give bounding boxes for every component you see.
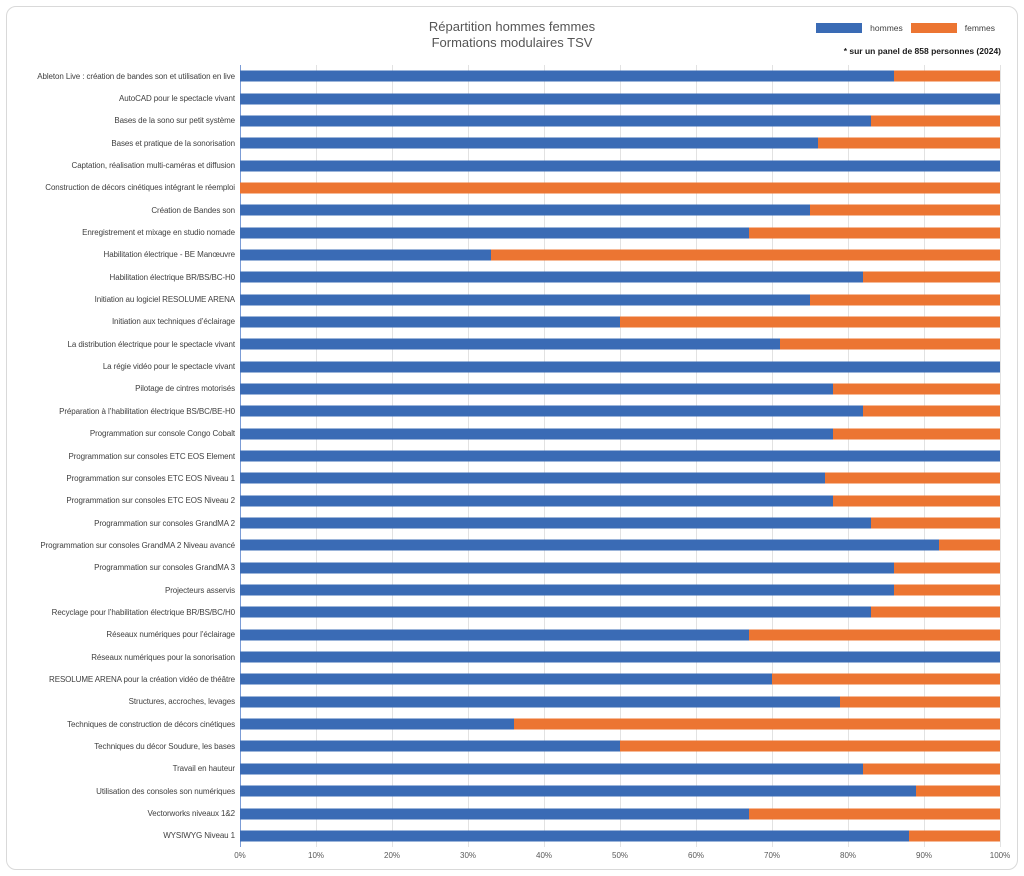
bar-row [240, 646, 1000, 668]
bar-row [240, 557, 1000, 579]
bar-row [240, 534, 1000, 556]
bar-segment-femmes [894, 71, 1000, 82]
stacked-bar [240, 540, 1000, 551]
bar-segment-hommes [240, 383, 833, 394]
bar-row [240, 467, 1000, 489]
bar-segment-femmes [871, 518, 1000, 529]
category-label: Réseaux numériques pour l’éclairage [106, 630, 235, 640]
bar-row [240, 691, 1000, 713]
bar-row [240, 490, 1000, 512]
category-label: Bases de la sono sur petit système [114, 116, 235, 126]
category-label: Programmation sur consoles ETC EOS Niveau 2 [66, 496, 235, 506]
bar-segment-femmes [909, 830, 1000, 841]
bar-segment-femmes [749, 629, 1000, 640]
stacked-bar [240, 808, 1000, 819]
bar-row [240, 355, 1000, 377]
bar-row [240, 132, 1000, 154]
bar-row [240, 288, 1000, 310]
stacked-bar [240, 316, 1000, 327]
bar-segment-femmes [833, 495, 1000, 506]
stacked-bar [240, 272, 1000, 283]
category-label: Programmation sur consoles ETC EOS Niveau 1 [66, 473, 235, 483]
bar-row [240, 177, 1000, 199]
stacked-bar [240, 428, 1000, 439]
bar-row [240, 199, 1000, 221]
x-tick-label: 50% [611, 851, 629, 860]
bar-row [240, 668, 1000, 690]
bar-segment-femmes [772, 674, 1000, 685]
category-label: Programmation sur consoles GrandMA 2 [94, 518, 235, 528]
bar-segment-hommes [240, 495, 833, 506]
bar-row [240, 311, 1000, 333]
bar-segment-femmes [871, 607, 1000, 618]
category-label: Enregistrement et mixage en studio nomade [82, 228, 235, 238]
stacked-bar [240, 763, 1000, 774]
category-label: Initiation aux techniques d’éclairage [111, 317, 235, 327]
plot-area [240, 65, 1000, 847]
bar-segment-femmes [749, 227, 1000, 238]
stacked-bar [240, 786, 1000, 797]
bar-row [240, 110, 1000, 132]
bar-row [240, 825, 1000, 847]
bar-segment-hommes [240, 830, 909, 841]
bar-segment-hommes [240, 786, 916, 797]
bar-segment-hommes [240, 428, 833, 439]
bar-segment-femmes [894, 585, 1000, 596]
bar-segment-hommes [240, 473, 825, 484]
chart-subtitle: Formations modulaires TSV [431, 35, 593, 50]
bar-segment-hommes [240, 406, 863, 417]
stacked-bar [240, 115, 1000, 126]
bar-segment-femmes [833, 383, 1000, 394]
category-label: Travail en hauteur [172, 764, 235, 774]
x-tick-label: 0% [234, 851, 246, 860]
bar-row [240, 713, 1000, 735]
bar-row [240, 65, 1000, 87]
stacked-bar [240, 160, 1000, 171]
panel-note: * sur un panel de 858 personnes (2024) [843, 46, 1001, 56]
bar-row [240, 624, 1000, 646]
bar-segment-femmes [871, 115, 1000, 126]
stacked-bar [240, 741, 1000, 752]
bar-segment-femmes [810, 294, 1000, 305]
category-label: RESOLUME ARENA pour la création vidéo de théâtre [49, 674, 235, 684]
bar-row [240, 423, 1000, 445]
bar-segment-hommes [240, 562, 894, 573]
bar-row [240, 758, 1000, 780]
bar-segment-femmes [780, 339, 1000, 350]
category-label: Programmation sur console Congo Cobalt [89, 429, 235, 439]
category-label: Utilisation des consoles son numériques [96, 786, 235, 796]
category-label: Programmation sur consoles ETC EOS Element [68, 451, 235, 461]
bar-row [240, 378, 1000, 400]
category-label: AutoCAD pour le spectacle vivant [119, 94, 235, 104]
category-label: Techniques de construction de décors cinétiques [67, 719, 235, 729]
category-label: La régie vidéo pour le spectacle vivant [102, 362, 235, 372]
bar-row [240, 445, 1000, 467]
category-label: Structures, accroches, levages [128, 697, 235, 707]
x-tick-label: 30% [459, 851, 477, 860]
bar-row [240, 87, 1000, 109]
stacked-bar [240, 562, 1000, 573]
bar-segment-hommes [240, 629, 749, 640]
bar-segment-femmes [818, 138, 1000, 149]
bar-segment-femmes [863, 763, 1000, 774]
bar-segment-hommes [240, 518, 871, 529]
x-tick-label: 40% [535, 851, 553, 860]
stacked-bar [240, 361, 1000, 372]
bar-segment-hommes [240, 741, 620, 752]
stacked-bar [240, 406, 1000, 417]
category-label: Initiation au logiciel RESOLUME ARENA [94, 295, 235, 305]
bar-segment-hommes [240, 808, 749, 819]
legend-swatch-hommes [816, 23, 862, 33]
bar-segment-hommes [240, 160, 1000, 171]
bar-segment-hommes [240, 339, 780, 350]
stacked-bar [240, 652, 1000, 663]
category-label: Recyclage pour l’habilitation électrique BR/BS/BC/H0 [51, 607, 235, 617]
stacked-bar [240, 495, 1000, 506]
bar-segment-hommes [240, 71, 894, 82]
bar-segment-femmes [916, 786, 1000, 797]
stacked-bar [240, 473, 1000, 484]
bar-segment-femmes [863, 406, 1000, 417]
x-tick-label: 60% [687, 851, 705, 860]
stacked-bar [240, 451, 1000, 462]
stacked-bar [240, 607, 1000, 618]
x-tick-label: 20% [383, 851, 401, 860]
bar-segment-femmes [514, 719, 1000, 730]
category-label: Programmation sur consoles GrandMA 3 [94, 563, 235, 573]
category-label: WYSIWYG Niveau 1 [163, 831, 235, 841]
x-tick-label: 10% [307, 851, 325, 860]
bar-segment-hommes [240, 115, 871, 126]
bar-segment-hommes [240, 451, 1000, 462]
stacked-bar [240, 585, 1000, 596]
bar-segment-femmes [620, 316, 1000, 327]
bar-segment-hommes [240, 585, 894, 596]
bar-segment-hommes [240, 249, 491, 260]
chart-title: Répartition hommes femmes [428, 19, 596, 34]
bar-segment-hommes [240, 294, 810, 305]
bar-segment-femmes [894, 562, 1000, 573]
bar-row [240, 512, 1000, 534]
bar-row [240, 601, 1000, 623]
bar-rows [240, 65, 1000, 847]
category-axis [15, 65, 235, 847]
stacked-bar [240, 518, 1000, 529]
stacked-bar [240, 138, 1000, 149]
bar-segment-femmes [825, 473, 1000, 484]
bar-segment-femmes [240, 182, 1000, 193]
category-label: Captation, réalisation multi-caméras et diffusion [71, 161, 235, 171]
x-tick-label: 90% [915, 851, 933, 860]
bar-segment-femmes [491, 249, 1000, 260]
category-label: Pilotage de cintres motorisés [135, 384, 235, 394]
category-label: Habilitation électrique - BE Manœuvre [103, 250, 235, 260]
category-label: Vectorworks niveaux 1&2 [147, 809, 235, 819]
legend [816, 23, 995, 33]
bar-segment-hommes [240, 719, 514, 730]
category-label: Programmation sur consoles GrandMA 2 Niveau avancé [40, 540, 235, 550]
stacked-bar [240, 205, 1000, 216]
category-label: Bases et pratique de la sonorisation [111, 138, 235, 148]
bar-segment-hommes [240, 316, 620, 327]
category-label: Ableton Live : création de bandes son et utilisation en live [37, 71, 235, 81]
bar-row [240, 579, 1000, 601]
bar-segment-hommes [240, 272, 863, 283]
bar-segment-hommes [240, 696, 840, 707]
bar-segment-hommes [240, 138, 818, 149]
bar-segment-femmes [749, 808, 1000, 819]
bar-row [240, 802, 1000, 824]
bar-segment-hommes [240, 540, 939, 551]
bar-segment-hommes [240, 607, 871, 618]
stacked-bar [240, 629, 1000, 640]
bar-row [240, 244, 1000, 266]
category-label: Réseaux numériques pour la sonorisation [91, 652, 235, 662]
stacked-bar [240, 674, 1000, 685]
category-label: La distribution électrique pour le spectacle vivant [67, 339, 235, 349]
bar-segment-hommes [240, 227, 749, 238]
bar-row [240, 333, 1000, 355]
stacked-bar [240, 294, 1000, 305]
bar-segment-hommes [240, 652, 1000, 663]
category-label: Construction de décors cinétiques intégrant le réemploi [45, 183, 235, 193]
bar-segment-femmes [833, 428, 1000, 439]
stacked-bar [240, 71, 1000, 82]
legend-label-hommes: hommes [870, 23, 903, 33]
x-tick-label: 80% [839, 851, 857, 860]
stacked-bar [240, 830, 1000, 841]
bar-segment-femmes [863, 272, 1000, 283]
x-tick-label: 100% [989, 851, 1011, 860]
bar-row [240, 221, 1000, 243]
bar-segment-femmes [620, 741, 1000, 752]
chart-card [6, 6, 1018, 870]
stacked-bar [240, 182, 1000, 193]
bar-segment-hommes [240, 674, 772, 685]
bar-row [240, 266, 1000, 288]
stacked-bar [240, 719, 1000, 730]
bar-segment-hommes [240, 763, 863, 774]
category-label: Projecteurs asservis [164, 585, 235, 595]
stacked-bar [240, 249, 1000, 260]
stacked-bar [240, 93, 1000, 104]
gridline [1000, 65, 1001, 847]
bar-segment-hommes [240, 361, 1000, 372]
bar-segment-femmes [810, 205, 1000, 216]
stacked-bar [240, 227, 1000, 238]
bar-row [240, 780, 1000, 802]
bar-segment-femmes [840, 696, 1000, 707]
bar-row [240, 735, 1000, 757]
legend-swatch-femmes [911, 23, 957, 33]
category-label: Préparation à l’habilitation électrique BS/BC/BE-H0 [59, 406, 235, 416]
stacked-bar [240, 339, 1000, 350]
stacked-bar [240, 696, 1000, 707]
bar-segment-hommes [240, 205, 810, 216]
bar-segment-hommes [240, 93, 1000, 104]
x-tick-label: 70% [763, 851, 781, 860]
stacked-bar [240, 383, 1000, 394]
bar-row [240, 154, 1000, 176]
category-label: Habilitation électrique BR/BS/BC-H0 [109, 272, 235, 282]
category-label: Techniques du décor Soudure, les bases [94, 741, 235, 751]
legend-label-femmes: femmes [964, 23, 995, 33]
value-axis [234, 851, 1011, 865]
category-label: Création de Bandes son [151, 205, 235, 215]
bar-segment-femmes [939, 540, 1000, 551]
bar-row [240, 400, 1000, 422]
